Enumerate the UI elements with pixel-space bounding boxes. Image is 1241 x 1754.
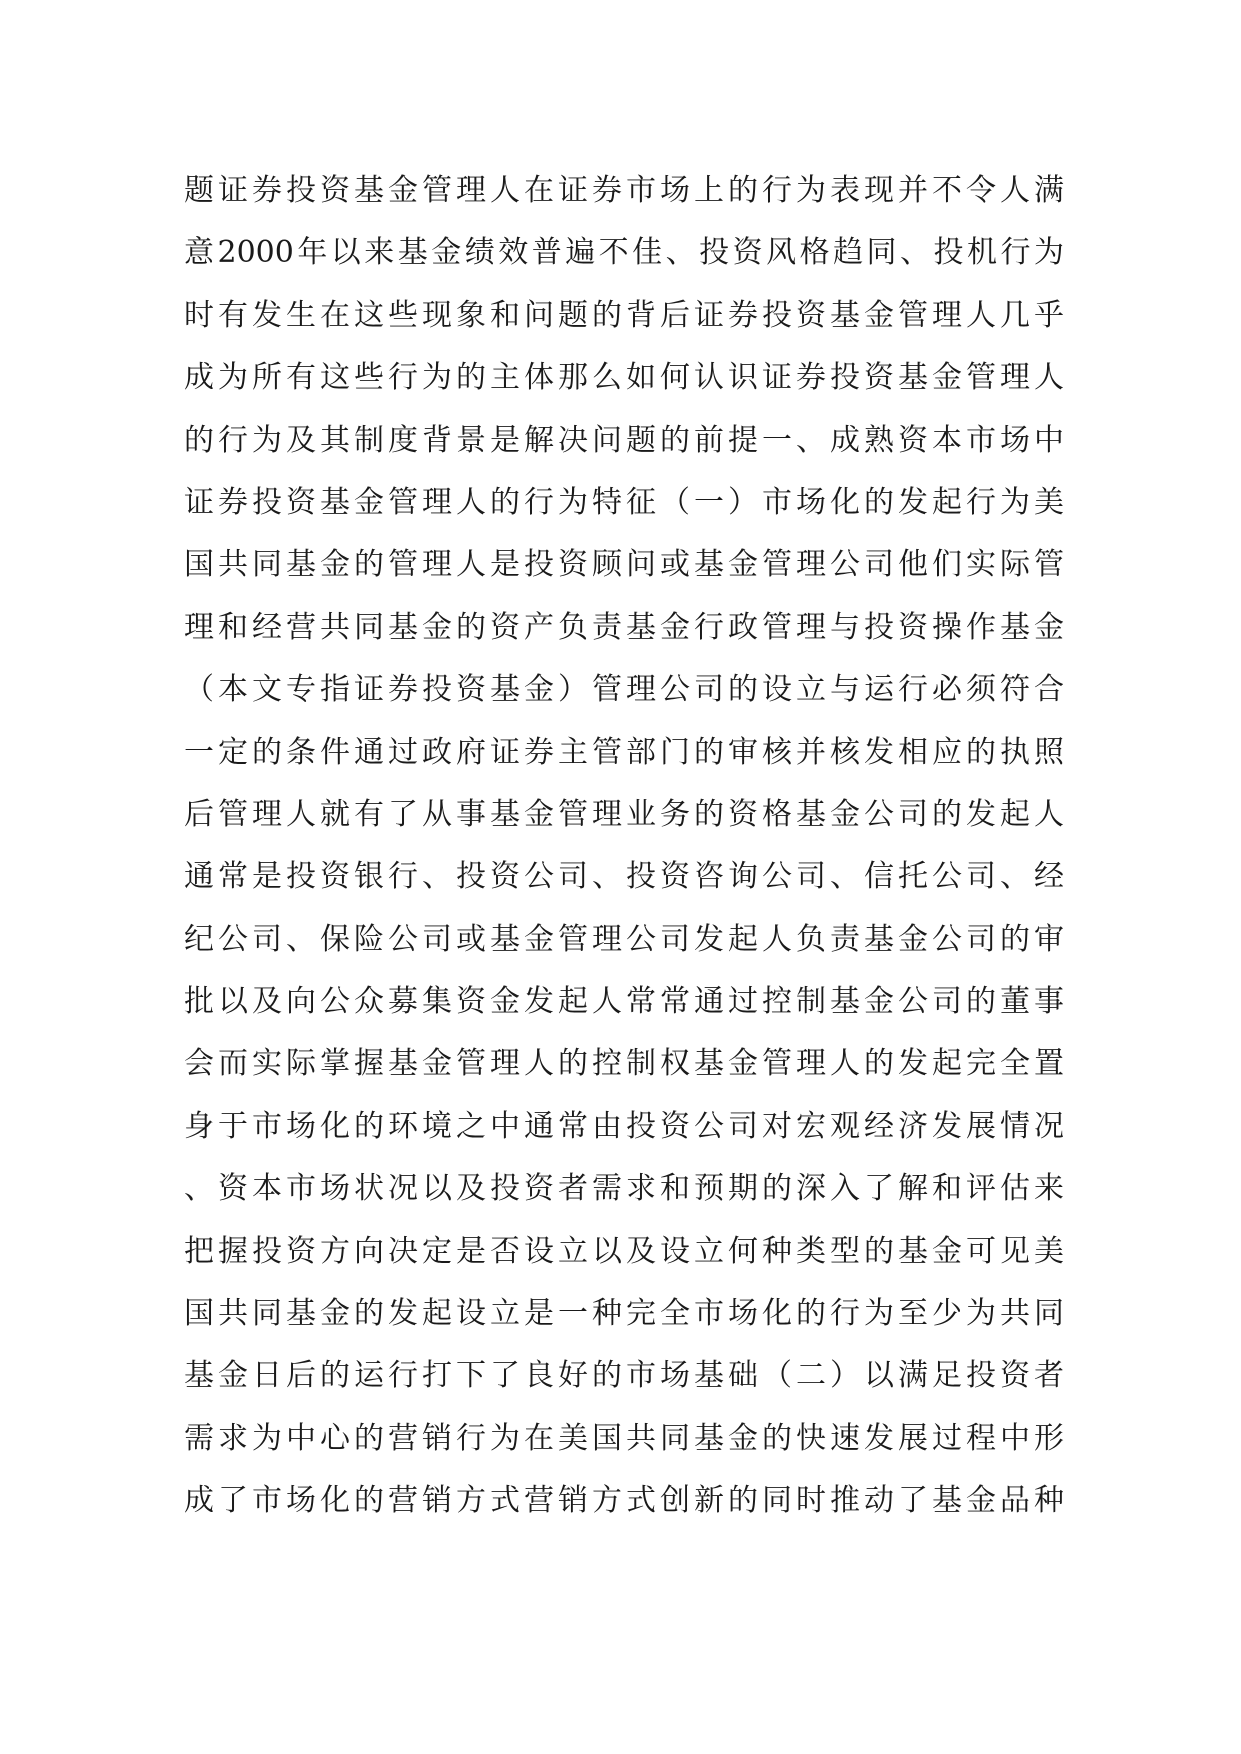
text-line-2: 意2000年以来基金绩效普遍不佳、投资风格趋同、投机行为	[184, 235, 1064, 271]
text-line-21: 需求为中心的营销行为在美国共同基金的快速发展过程中形	[184, 1420, 1064, 1456]
text-line-19: 国共同基金的发起设立是一种完全市场化的行为至少为共同	[184, 1296, 1064, 1332]
text-line-7: 国共同基金的管理人是投资顾问或基金管理公司他们实际管	[184, 547, 1064, 583]
text-line-4: 成为所有这些行为的主体那么如何认识证券投资基金管理人	[184, 360, 1064, 396]
text-line-22: 成了市场化的营销方式营销方式创新的同时推动了基金品种	[184, 1483, 1064, 1519]
text-line-1: 题证券投资基金管理人在证券市场上的行为表现并不令人满	[184, 173, 1064, 208]
text-line-12: 通常是投资银行、投资公司、投资咨询公司、信托公司、经	[184, 859, 1064, 895]
text-line-17: 、资本市场状况以及投资者需求和预期的深入了解和评估来	[184, 1171, 1064, 1207]
body-text	[184, 160, 1064, 1533]
text-line-9: （本文专指证券投资基金）管理公司的设立与运行必须符合	[184, 672, 1064, 708]
text-line-13: 纪公司、保险公司或基金管理公司发起人负责基金公司的审	[184, 921, 1064, 957]
text-line-10: 一定的条件通过政府证券主管部门的审核并核发相应的执照	[184, 734, 1064, 770]
text-line-16: 身于市场化的环境之中通常由投资公司对宏观经济发展情况	[184, 1108, 1064, 1144]
text-line-18: 把握投资方向决定是否设立以及设立何种类型的基金可见美	[184, 1233, 1064, 1269]
text-line-8: 理和经营共同基金的资产负责基金行政管理与投资操作基金	[184, 609, 1064, 645]
text-line-3: 时有发生在这些现象和问题的背后证券投资基金管理人几乎	[184, 297, 1064, 333]
text-line-6: 证券投资基金管理人的行为特征（一）市场化的发起行为美	[184, 484, 1064, 520]
text-line-11: 后管理人就有了从事基金管理业务的资格基金公司的发起人	[184, 796, 1064, 832]
text-line-20: 基金日后的运行打下了良好的市场基础（二）以满足投资者	[184, 1358, 1064, 1394]
text-line-14: 批以及向公众募集资金发起人常常通过控制基金公司的董事	[184, 984, 1064, 1020]
text-line-5: 的行为及其制度背景是解决问题的前提一、成熟资本市场中	[184, 422, 1064, 458]
text-line-15: 会而实际掌握基金管理人的控制权基金管理人的发起完全置	[184, 1046, 1064, 1082]
